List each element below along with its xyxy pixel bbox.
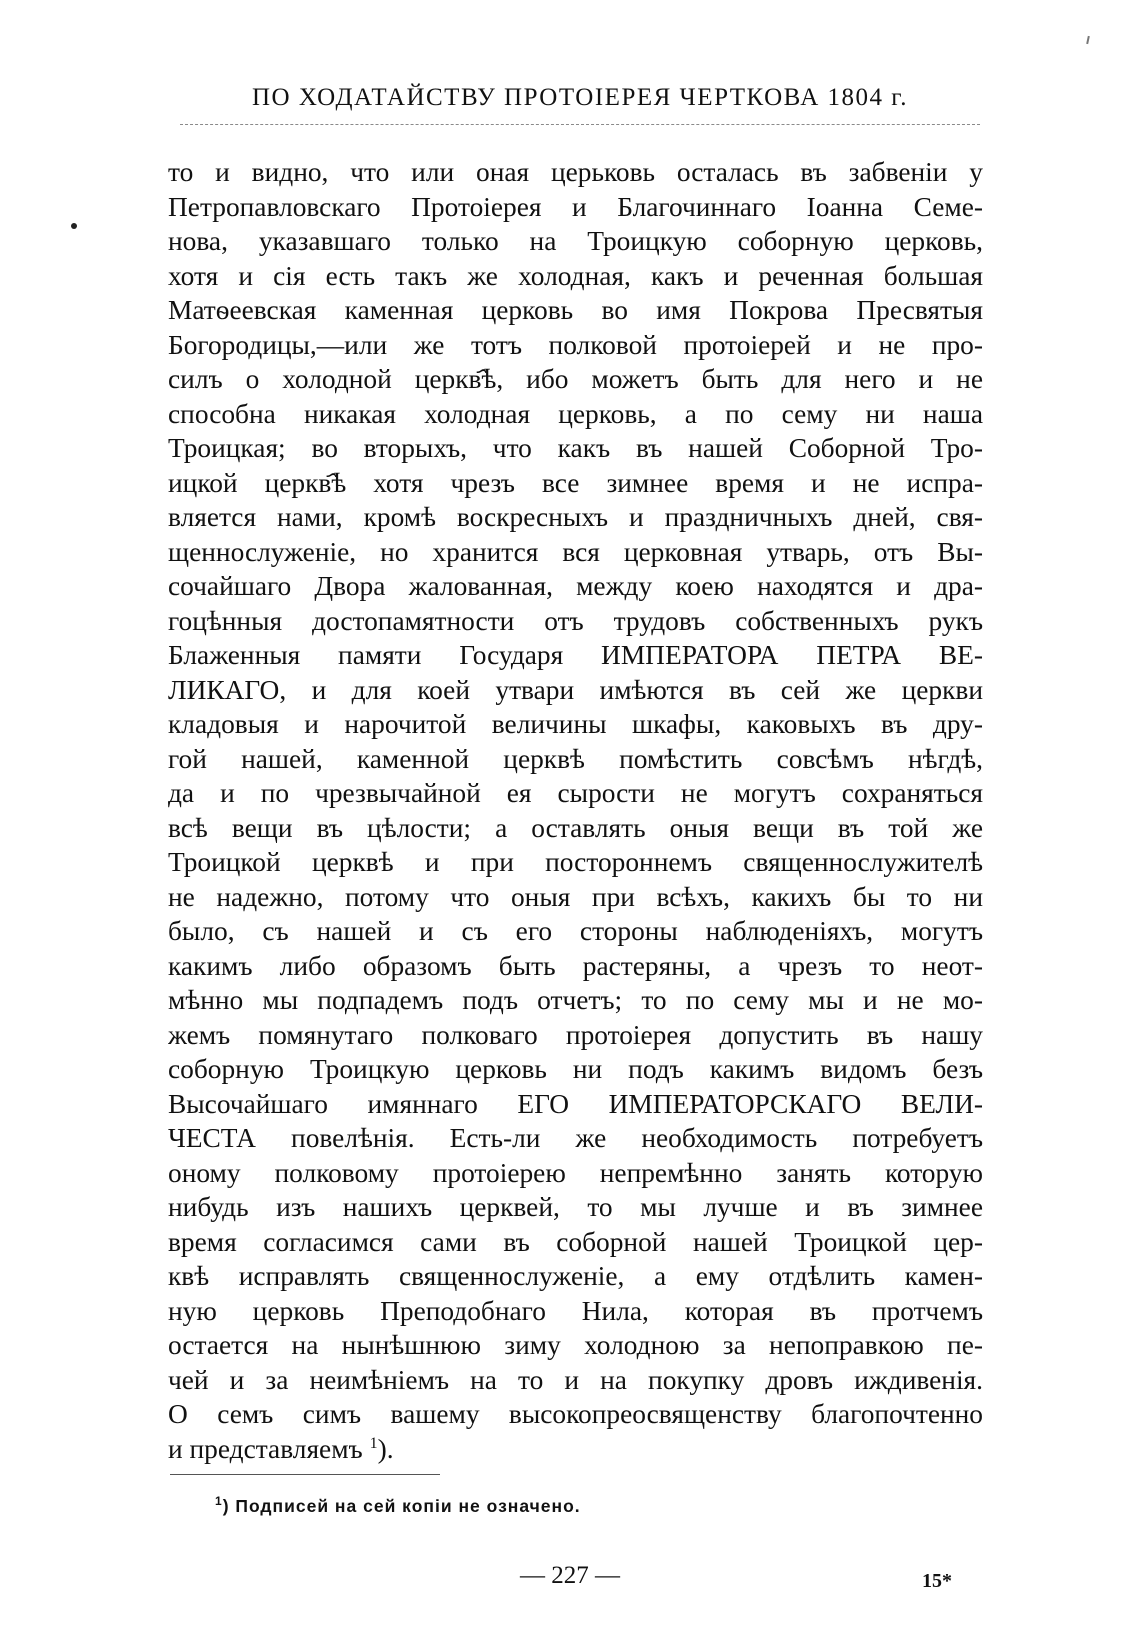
- text-line: сочайшаго Двора жалованная, между коею находятся и дра-: [168, 571, 983, 601]
- text-line: Высочайшаго имяннаго ЕГО ИМПЕРАТОРСКАГО ВЕЛИ-: [168, 1088, 983, 1119]
- text-line: квѣ исправлять священнослуженіе, а ему отдѣлить камен-: [168, 1261, 983, 1291]
- text-line: гоцѣнныя достопамятности отъ трудовъ собственныхъ рукъ: [168, 605, 983, 636]
- text-line: способна никакая холодная церковь, а по сему ни наша: [168, 398, 983, 429]
- text-line: да и по чрезвычайной ея сырости не могутъ сохраняться: [168, 778, 983, 808]
- text-line: ную церковь Преподобнаго Нила, которая въ протчемъ: [168, 1295, 983, 1326]
- running-title: ПО ХОДАТАЙСТВУ ПРОТОІЕРЕЯ ЧЕРТКОВА 1804 г.: [252, 84, 908, 111]
- text-line: Блаженныя памяти Государя ИМПЕРАТОРА ПЕТРА ВЕ-: [168, 640, 983, 670]
- body-text: [168, 155, 983, 1466]
- text-line: ЧЕСТА повелѣнія. Есть-ли же необходимость потребуетъ: [168, 1123, 983, 1153]
- text-line: нибудь изъ нашихъ церквей, то мы лучше и въ зимнее: [168, 1192, 983, 1222]
- text-line: какимъ либо образомъ быть растеряны, а чрезъ то неот-: [168, 950, 983, 981]
- footnote-text: ) Подписей на сей копіи не означено.: [222, 1496, 581, 1516]
- text-line: гой нашей, каменной церквѣ помѣстить совсѣмъ нѣгдѣ,: [168, 743, 983, 774]
- signature-mark: 15*: [922, 1570, 952, 1592]
- text-line: О семъ симъ вашему высокопреосвященству благопочтенно: [168, 1399, 983, 1429]
- text-line: время согласимся сами въ соборной нашей Троицкой цер-: [168, 1226, 983, 1257]
- text-line: жемъ помянутаго полковаго протоіерея допустить въ нашу: [168, 1019, 983, 1050]
- text-line-last: и представляемъ $^1$).: [168, 1433, 394, 1464]
- footnote-rule: [170, 1474, 440, 1475]
- text-line: Троицкой церквѣ и при постороннемъ священнослужителѣ: [168, 847, 983, 877]
- text-line: остается на нынѣшнюю зиму холодною за непоправкою пе-: [168, 1330, 983, 1360]
- text-line: ицкой церкв҄ѣ хотя чрезъ все зимнее время и не испра-: [168, 467, 983, 498]
- text-line: то и видно, что или оная церьковь осталась въ забвеніи у: [168, 157, 983, 187]
- page-number: — 227 —: [520, 1562, 620, 1589]
- text-line: щеннослуженіе, но хранится вся церковная утварь, отъ Вы-: [168, 536, 983, 567]
- text-line: нова, указавшаго только на Троицкую соборную церковь,: [168, 226, 983, 256]
- text-line: силъ о холодной церкв҄ѣ, ибо можетъ быть для него и не: [168, 364, 983, 394]
- text-line: ЛИКАГО, и для коей утвари имѣются въ сей же церкви: [168, 674, 983, 705]
- text-line: было, съ нашей и съ его стороны наблюденіяхъ, могутъ: [168, 916, 983, 946]
- text-line: оному полковому протоіерею непремѣнно занять которую: [168, 1157, 983, 1188]
- text-line: Троицкая; во вторыхъ, что какъ въ нашей Соборной Тро-: [168, 433, 983, 463]
- text-line: соборную Троицкую церковь ни подъ какимъ видомъ безъ: [168, 1054, 983, 1084]
- text-line: вляется нами, кромѣ воскресныхъ и праздничныхъ дней, свя-: [168, 502, 983, 532]
- text-line: Богородицы,—или же тотъ полковой протоіерей и не про-: [168, 329, 983, 360]
- text-line: Петропавловскаго Протоіерея и Благочиннаго Іоанна Семе-: [168, 191, 983, 222]
- text-line: не надежно, потому что оныя при всѣхъ, какихъ бы то ни: [168, 881, 983, 912]
- footnote-number: 1: [215, 1494, 223, 1509]
- text-line: мѣнно мы подпадемъ подъ отчетъ; то по сему мы и не мо-: [168, 985, 983, 1015]
- margin-dot: [71, 223, 77, 229]
- margin-mark: [1086, 36, 1090, 44]
- text-line: Матѳеевская каменная церковь во имя Покрова Пресвятыя: [168, 295, 983, 325]
- footnote-marker: 1: [369, 1434, 378, 1452]
- footnote: [215, 1496, 581, 1517]
- text-line: хотя и сія есть такъ же холодная, какъ и реченная большая: [168, 260, 983, 291]
- header-rule: [180, 124, 980, 125]
- text-line: чей и за неимѣніемъ на то и на покупку дровъ иждивенія.: [168, 1364, 983, 1395]
- text-line: всѣ вещи въ цѣлости; а оставлять оныя вещи въ той же: [168, 812, 983, 843]
- text-line: кладовыя и нарочитой величины шкафы, каковыхъ въ дру-: [168, 709, 983, 739]
